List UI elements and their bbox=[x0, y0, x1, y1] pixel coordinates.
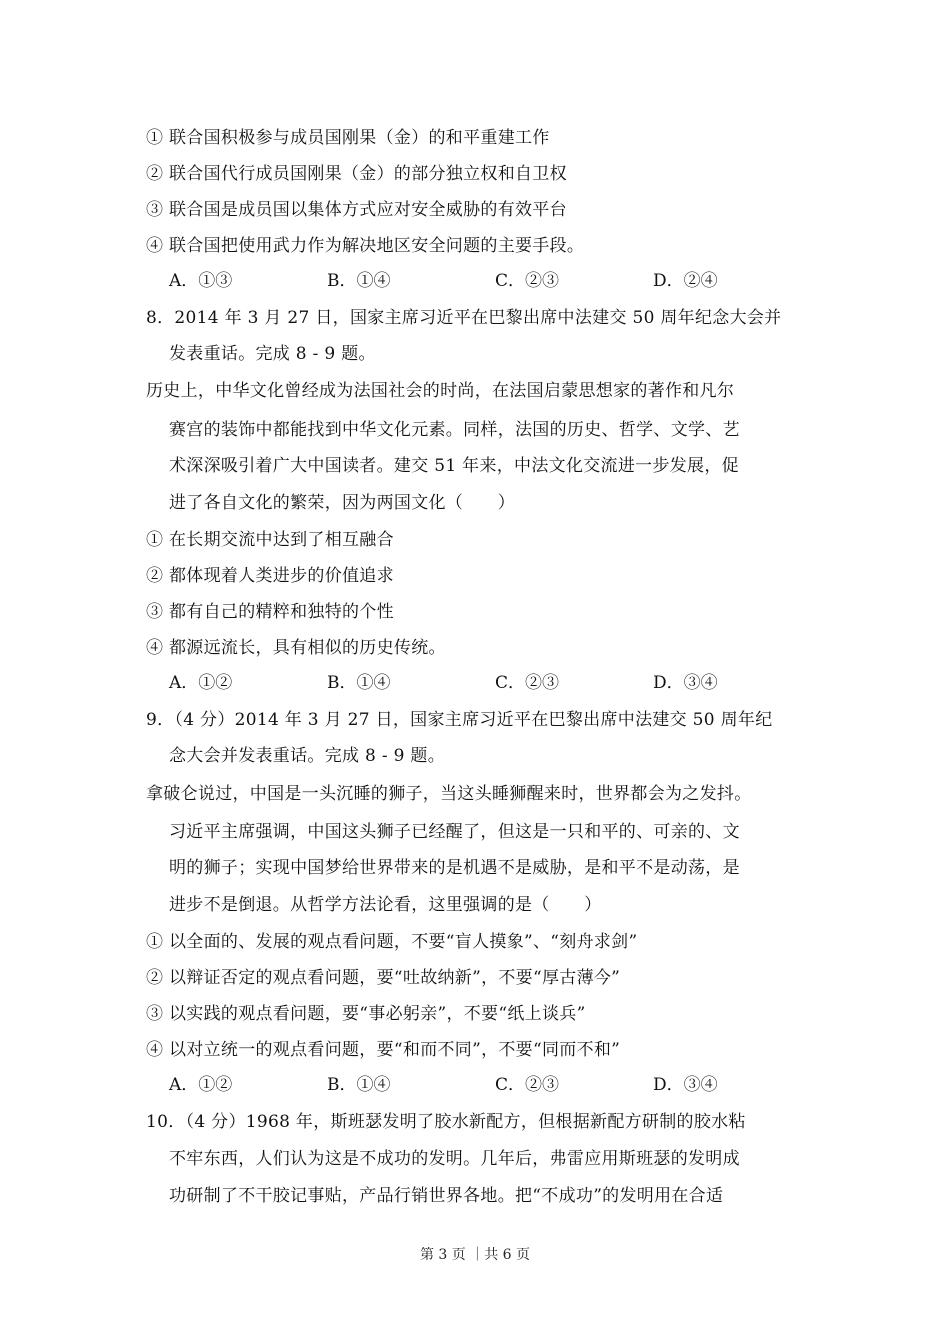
q10-stem-line-3: 功研制了不干胶记事贴，产品行销世界各地。把“不成功”的发明用在合适 bbox=[169, 1186, 724, 1206]
q8-material-line-3: 术深深吸引着广大中国读者。建交 51 年来，中法文化交流进一步发展，促 bbox=[169, 456, 739, 476]
q9-choice-a: A．①② bbox=[169, 1075, 233, 1095]
q9-material-line-1: 拿破仑说过，中国是一头沉睡的狮子，当这头睡狮醒来时，世界都会为之发抖。 bbox=[146, 784, 752, 804]
q8-option-3: ③ 都有自己的精粹和独特的个性 bbox=[146, 602, 394, 622]
q7-option-1: ① 联合国积极参与成员国刚果（金）的和平重建工作 bbox=[146, 128, 550, 148]
q8-choice-c: C．②③ bbox=[495, 673, 560, 693]
q8-choice-a: A．①② bbox=[169, 673, 233, 693]
q9-stem-line-1: 9．（4 分）2014 年 3 月 27 日，国家主席习近平在巴黎出席中法建交 50 周年纪 bbox=[146, 710, 773, 730]
q7-choice-b: B．①④ bbox=[327, 271, 391, 291]
q10-stem-line-2: 不牢东西，人们认为这是不成功的发明。几年后，弗雷应用斯班瑟的发明成 bbox=[169, 1149, 740, 1169]
q7-option-2: ② 联合国代行成员国刚果（金）的部分独立权和自卫权 bbox=[146, 164, 567, 184]
q9-choice-d: D．③④ bbox=[653, 1075, 718, 1095]
q9-choice-b: B．①④ bbox=[327, 1075, 391, 1095]
q8-option-4: ④ 都源远流长，具有相似的历史传统。 bbox=[146, 638, 446, 658]
q7-choice-a: A．①③ bbox=[169, 271, 233, 291]
q7-option-3: ③ 联合国是成员国以集体方式应对安全威胁的有效平台 bbox=[146, 200, 567, 220]
q9-material-line-4: 进步不是倒退。从哲学方法论看，这里强调的是（ ） bbox=[169, 895, 602, 915]
q10-stem-line-1: 10．（4 分）1968 年，斯班瑟发明了胶水新配方，但根据新配方研制的胶水粘 bbox=[146, 1112, 746, 1132]
q9-material-line-2: 习近平主席强调，中国这头狮子已经醒了，但这是一只和平的、可亲的、文 bbox=[169, 822, 740, 842]
page-footer: 第 3 页 ｜共 6 页 bbox=[419, 1247, 531, 1263]
q8-option-1: ① 在长期交流中达到了相互融合 bbox=[146, 530, 394, 550]
q7-choice-c: C．②③ bbox=[495, 271, 560, 291]
q7-option-4: ④ 联合国把使用武力作为解决地区安全问题的主要手段。 bbox=[146, 236, 585, 256]
q7-choice-d: D．②④ bbox=[653, 271, 718, 291]
q9-option-1: ① 以全面的、发展的观点看问题，不要“盲人摸象”、“刻舟求剑” bbox=[146, 932, 638, 952]
q8-stem-line-1: 8．2014 年 3 月 27 日，国家主席习近平在巴黎出席中法建交 50 周年纪念大会并 bbox=[146, 308, 782, 328]
q8-option-2: ② 都体现着人类进步的价值追求 bbox=[146, 566, 394, 586]
q8-material-line-4: 进了各自文化的繁荣，因为两国文化（ ） bbox=[169, 493, 515, 513]
q8-material-line-1: 历史上，中华文化曾经成为法国社会的时尚，在法国启蒙思想家的著作和凡尔 bbox=[146, 381, 735, 401]
q8-material-line-2: 赛宫的装饰中都能找到中华文化元素。同样，法国的历史、哲学、文学、艺 bbox=[169, 420, 740, 440]
q9-option-4: ④ 以对立统一的观点看问题，要“和而不同”，不要“同而不和” bbox=[146, 1040, 621, 1060]
q9-option-3: ③ 以实践的观点看问题，要“事必躬亲”，不要“纸上谈兵” bbox=[146, 1004, 586, 1024]
q8-choice-b: B．①④ bbox=[327, 673, 391, 693]
q9-material-line-3: 明的狮子；实现中国梦给世界带来的是机遇不是威胁，是和平不是动荡，是 bbox=[169, 858, 740, 878]
q8-choice-d: D．③④ bbox=[653, 673, 718, 693]
q8-stem-line-2: 发表重话。完成 8 ‑ 9 题。 bbox=[169, 344, 376, 364]
q9-choice-c: C．②③ bbox=[495, 1075, 560, 1095]
q9-stem-line-2: 念大会并发表重话。完成 8 ‑ 9 题。 bbox=[169, 746, 445, 766]
q9-option-2: ② 以辩证否定的观点看问题，要“吐故纳新”，不要“厚古薄今” bbox=[146, 968, 621, 988]
